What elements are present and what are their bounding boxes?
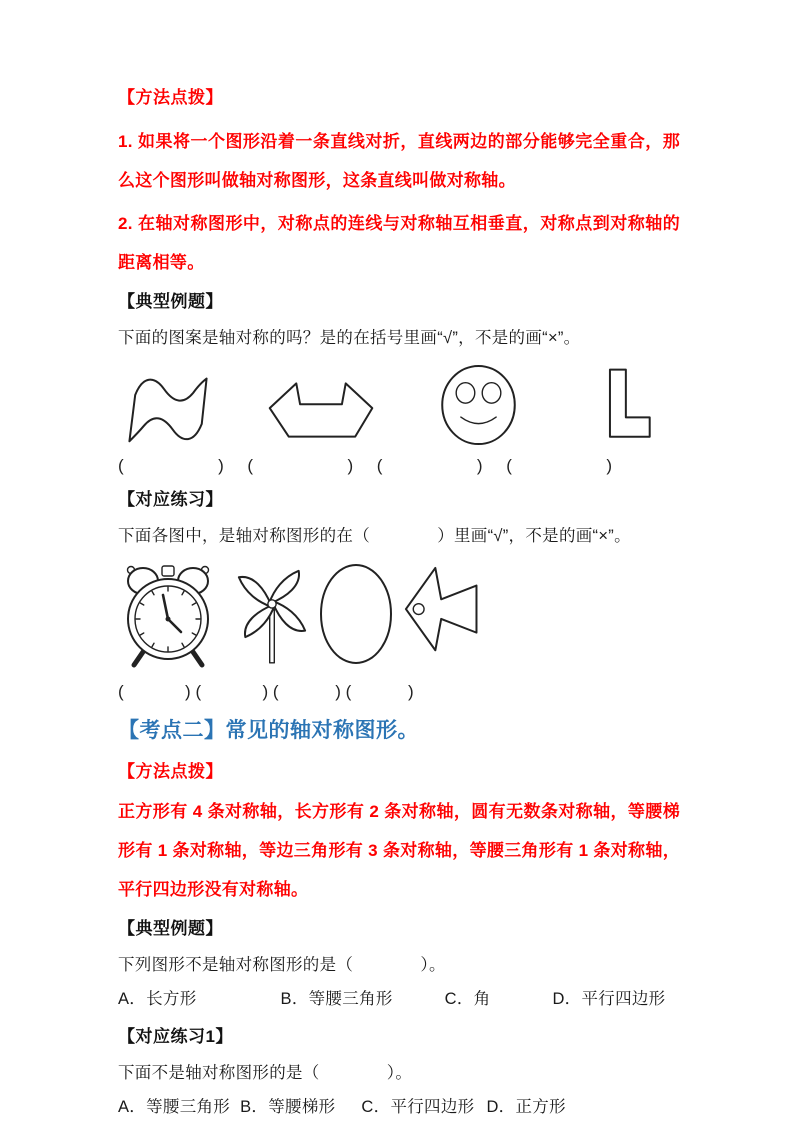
pinwheel-shape [226, 558, 318, 672]
example-question-1: 下面的图案是轴对称的吗？是的在括号里画“√”，不是的画“×”。 [118, 329, 581, 347]
notched-crown-shape [262, 372, 380, 448]
alarm-clock-shape [118, 558, 218, 672]
practice-shapes-row [118, 558, 680, 676]
practice-question-2: 下面不是轴对称图形的是（ ）。 [118, 1064, 413, 1082]
option-d: D．正方形 [486, 1098, 566, 1116]
smiley-face-shape [432, 362, 525, 448]
wave-banner-shape [118, 366, 218, 448]
method-tips-header-2: 【方法点拨】 [118, 762, 223, 781]
example-question-2: 下列图形不是轴对称图形的是（ ）。 [118, 956, 446, 974]
example-answer-brackets: ( ) ( ) ( ) ( ) [118, 456, 612, 475]
practice-question-1: 下面各图中，是轴对称图形的在（ ）里画“√”，不是的画“×”。 [118, 527, 631, 545]
ellipse-shape [318, 562, 394, 666]
smiley-mouth [461, 417, 496, 424]
letter-l-shape [602, 363, 655, 447]
method-point-2: 2. 在轴对称图形中，对称点的连线与对称轴互相垂直，对称点到对称轴的距离相等。 [118, 214, 680, 272]
fish-arrow-shape [402, 560, 500, 668]
typical-example-header-1: 【典型例题】 [118, 292, 223, 311]
method-text-2: 正方形有 4 条对称轴，长方形有 2 条对称轴，圆有无数条对称轴，等腰梯形有 1 条对称轴，等边三角形有 3 条对称轴，等腰三角形有 1 条对称轴，平行四边形没有对称轴。 [118, 802, 680, 899]
smiley-left-eye [456, 383, 475, 403]
method-tips-header-1: 【方法点拨】 [118, 88, 223, 107]
option-d: D．平行四边形 [552, 990, 666, 1008]
option-b: B．等腰梯形 [240, 1098, 336, 1116]
test-point-2-header: 【考点二】常见的轴对称图形。 [118, 719, 419, 742]
practice-answer-brackets: ( ) ( ) ( ) ( ) [118, 682, 414, 701]
practice-options-row [118, 1095, 680, 1119]
option-a: A．长方形 [118, 990, 197, 1008]
option-c: C．角 [444, 990, 491, 1008]
smiley-right-eye [482, 383, 501, 403]
method-point-1: 1. 如果将一个图形沿着一条直线对折，直线两边的部分能够完全重合，那么这个图形叫做轴对称图形，这条直线叫做对称轴。 [118, 132, 680, 190]
practice-header-2: 【对应练习1】 [118, 1027, 233, 1046]
fish-eye [413, 604, 424, 615]
practice-header-1: 【对应练习】 [118, 490, 223, 509]
example-shapes-row [118, 360, 680, 450]
example-options-row [118, 987, 680, 1011]
worksheet-content [118, 86, 680, 1133]
option-c: C．平行四边形 [361, 1098, 475, 1116]
typical-example-header-2: 【典型例题】 [118, 919, 223, 938]
option-b: B．等腰三角形 [280, 990, 393, 1008]
option-a: A．等腰三角形 [118, 1098, 231, 1116]
